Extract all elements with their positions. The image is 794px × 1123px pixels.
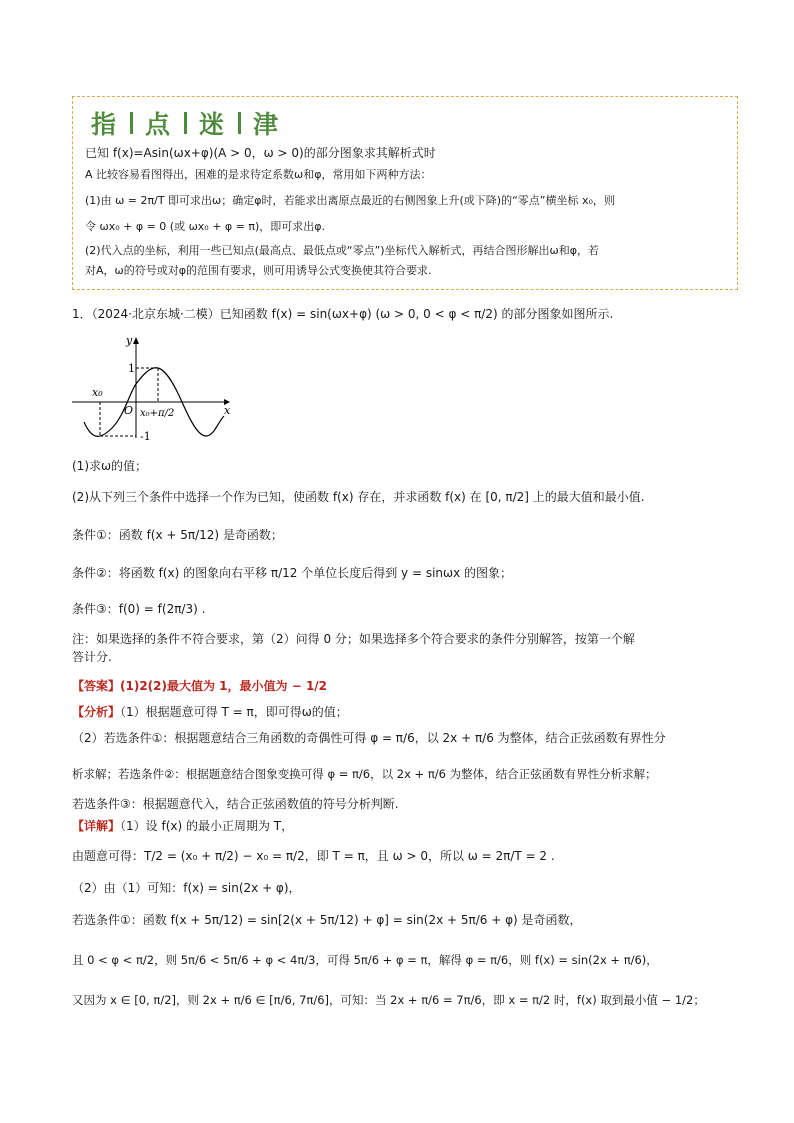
y-axis-label: y [126, 334, 133, 347]
x0-label: x₀ [92, 386, 103, 399]
tip-line: (1)由 ω = 2π/T 即可求出ω；确定φ时，若能求出离原点最近的右侧图象上升(或下降)的“零点”横坐标 x₀，则 [85, 194, 615, 207]
condition-3: 条件③：f(0) = f(2π/3) . [72, 602, 206, 616]
detail-line: （2）由（1）可知：f(x) = sin(2x + φ)， [72, 881, 301, 895]
detail-line: 由题意可得：T/2 = (x₀ + π/2) − x₀ = π/2，即 T = π，且 ω > 0，所以 ω = 2π/T = 2 . [72, 849, 555, 863]
tip-box [72, 96, 738, 290]
tip-title-char: 迷 [199, 110, 227, 139]
title-separator [184, 112, 187, 134]
note-line: 注：如果选择的条件不符合要求，第（2）问得 0 分；如果选择多个符合要求的条件分别解答，按第一个解 [72, 632, 635, 646]
analysis-line: 析求解；若选条件②：根据题意结合图象变换可得 φ = π/6，以 2x + π/6 为整体，结合正弦函数有界性分析求解； [72, 767, 657, 781]
tip-line: A 比较容易看图得出，困难的是求待定系数ω和φ，常用如下两种方法： [85, 168, 432, 181]
answer-text: (1)2(2)最大值为 1，最小值为 − 1/2 [120, 679, 328, 693]
tip-line: 已知 f(x)=Asin(ωx+φ)(A > 0，ω > 0)的部分图象求其解析式时 [85, 146, 436, 160]
tip-title-char: 点 [145, 110, 173, 139]
analysis-tag: 【分析】 [72, 705, 121, 719]
y-min-label: -1 [140, 430, 151, 442]
tip-line: 对A，ω的符号或对φ的范围有要求，则可用诱导公式变换使其符合要求. [85, 264, 432, 277]
tip-title-char: 指 [91, 110, 119, 139]
origin-label: O [124, 404, 134, 417]
detail-tag: 【详解】 [72, 819, 121, 833]
problem-stem: 1．（2024·北京东城·二模）已知函数 f(x) = sin(ωx+φ) (ω > 0, 0 < φ < π/2) 的部分图象如图所示. [72, 307, 614, 321]
y-max-label: 1 [128, 362, 135, 375]
title-separator [130, 112, 133, 134]
analysis-text: （1）根据题意可得 T = π，即可得ω的值； [120, 705, 348, 719]
sine-graph [70, 332, 240, 442]
condition-1: 条件①：函数 f(x + 5π/12) 是奇函数； [72, 528, 283, 542]
tip-title [91, 105, 280, 141]
note-line: 答计分. [72, 650, 112, 664]
x-axis-label: x [224, 404, 231, 417]
answer-line [72, 678, 327, 694]
tip-line: 令 ωx₀ + φ = 0 (或 ωx₀ + φ = π)，即可求出φ. [85, 220, 326, 233]
detail-line: 若选条件①：函数 f(x + 5π/12) = sin[2(x + 5π/12) + φ] = sin(2x + 5π/6 + φ) 是奇函数， [72, 913, 582, 927]
tip-line: (2)代入点的坐标，利用一些已知点(最高点、最低点或“零点”)坐标代入解析式，再结合图形解出ω和φ，若 [85, 244, 600, 257]
analysis-line: 若选条件③：根据题意代入，结合正弦函数值的符号分析判断. [72, 797, 399, 811]
detail-text: （1）设 f(x) 的最小正周期为 T， [120, 819, 294, 833]
question-1: (1)求ω的值； [72, 459, 148, 473]
analysis-line [72, 704, 348, 720]
title-separator [238, 112, 241, 134]
question-2: (2)从下列三个条件中选择一个作为已知，使函数 f(x) 存在，并求函数 f(x) 在 [0, π/2] 上的最大值和最小值. [72, 490, 645, 504]
y-axis-arrow [133, 337, 139, 344]
condition-2: 条件②：将函数 f(x) 的图象向右平移 π/12 个单位长度后得到 y = sinωx 的图象； [72, 566, 513, 580]
x0-pi2-label: x₀+π/2 [140, 408, 175, 419]
detail-line: 且 0 < φ < π/2，则 5π/6 < 5π/6 + φ < 4π/3，可得 5π/6 + φ = π，解得 φ = π/6，则 f(x) = sin(2x + π/6)， [72, 953, 658, 967]
analysis-line: （2）若选条件①：根据题意结合三角函数的奇偶性可得 φ = π/6，以 2x + π/6 为整体，结合正弦函数有界性分 [72, 731, 666, 745]
answer-tag: 【答案】 [72, 679, 121, 693]
tip-title-char: 津 [253, 110, 281, 139]
detail-line: 又因为 x ∈ [0, π/2]，则 2x + π/6 ∈ [π/6, 7π/6]，可知：当 2x + π/6 = 7π/6，即 x = π/2 时，f(x) 取到最小值 − 1/2； [72, 993, 705, 1007]
detail-line [72, 818, 293, 834]
